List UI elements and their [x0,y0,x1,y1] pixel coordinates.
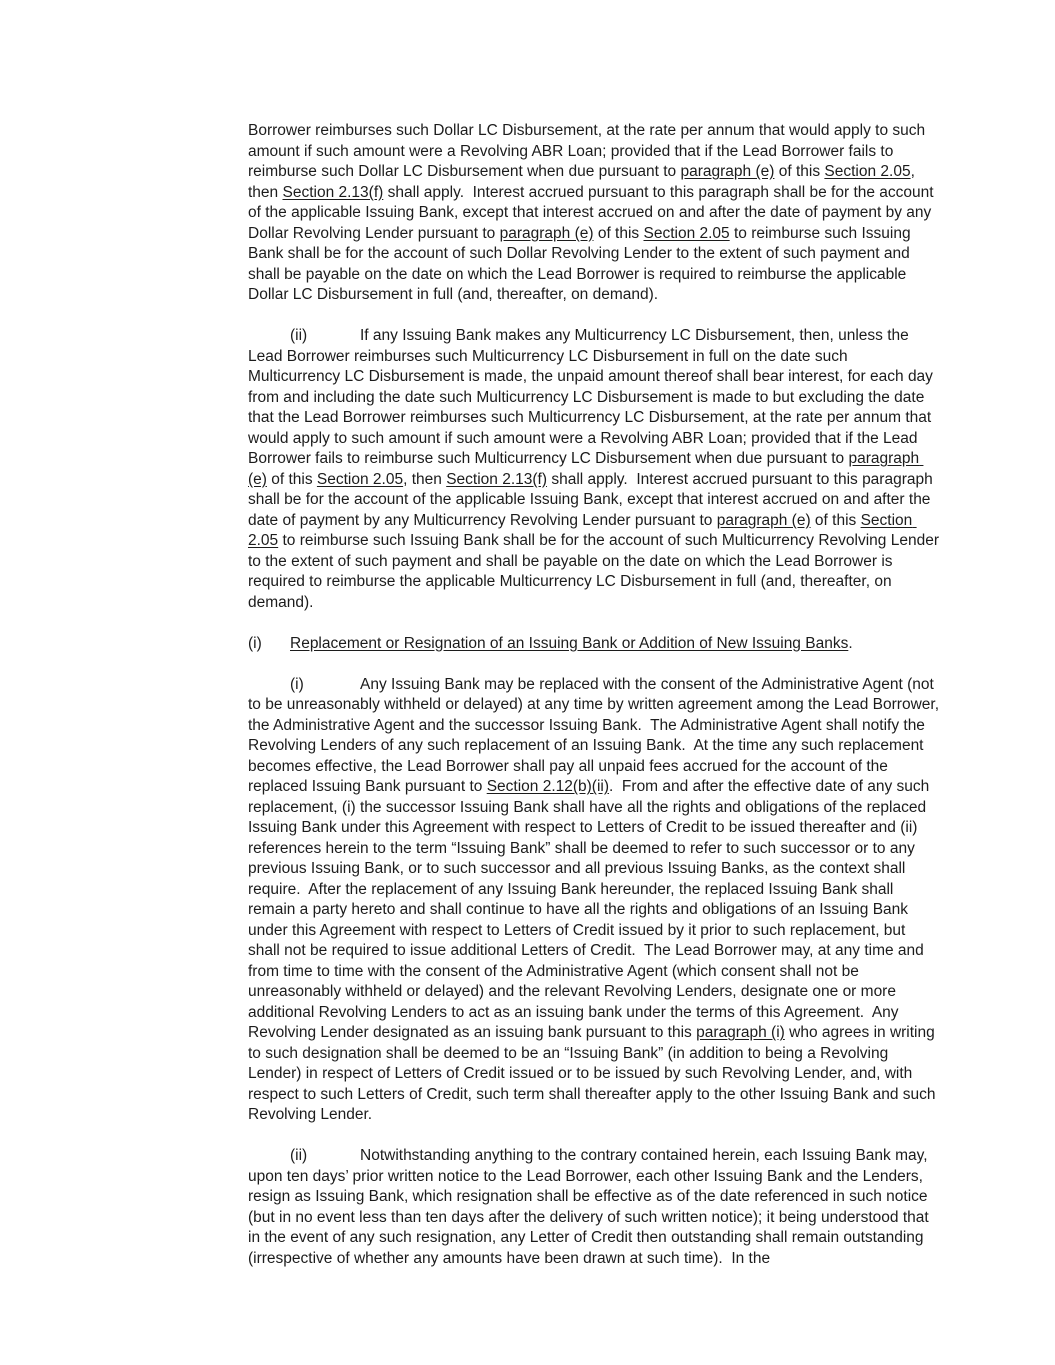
paragraph-label: (ii) [290,1147,308,1164]
paragraph-ii-multicurrency-lc [248,326,944,613]
paragraph-text: Borrower reimburses such Dollar LC Disbursement, at the rate per annum that would apply to such amount if such amount were a Revolving ABR Loan; provided that if the Lead Borrower fails to reimburse such Dollar LC Disbursement when due pursuant to paragraph (e) of this Section 2.05, then Section 2.13(f) shall apply. Interest accrued pursuant to this paragraph shall be for the account of the applicable Issuing Bank, except that interest accrued on and after the date of payment by any Dollar Revolving Lender pursuant to paragraph (e) of this Section 2.05 to reimburse such Issuing Bank shall be for the account of such Dollar Revolving Lender to the extent of such payment and shall be payable on the date on which the Lead Borrower is required to reimburse the applicable Dollar LC Disbursement in full (and, thereafter, on demand). [248,122,938,303]
heading-label: (i) [248,634,262,652]
paragraph-text: If any Issuing Bank makes any Multicurrency LC Disbursement, then, unless the Lead Borrower reimburses such Multicurrency LC Disbursement in full on the date such Multicurrency LC Disbursement is made, the unpaid amount thereof shall bear interest, for each day from and including the date such Multicurrency LC Disbursement is made to but excluding the date that the Lead Borrower reimburses such Multicurrency LC Disbursement, at the rate per annum that would apply to such amount if such amount were a Revolving ABR Loan; provided that if the Lead Borrower fails to reimburse such Multicurrency LC Disbursement when due pursuant to paragraph (e) of this Section 2.05, then Section 2.13(f) shall apply. Interest accrued pursuant to this paragraph shall be for the account of the applicable Issuing Bank, except that interest accrued on and after the date of payment by any Multicurrency Revolving Lender pursuant to paragraph (e) of this Section 2.05 to reimburse such Issuing Bank shall be for the account of such Multicurrency Revolving Lender to the extent of such payment and shall be payable on the date on which the Lead Borrower is required to reimburse the applicable Multicurrency LC Disbursement in full (and, thereafter, on demand). [248,327,944,611]
paragraph-i-replacement-consent [248,675,944,1126]
text-block [248,121,944,1290]
heading-text: Replacement or Resignation of an Issuing Bank or Addition of New Issuing Banks. [290,634,853,652]
paragraph-ii-resignation-notice [248,1146,940,1269]
heading-replacement-resignation-issuing-bank [248,634,940,655]
paragraph-text: Any Issuing Bank may be replaced with the consent of the Administrative Agent (not to be unreasonably withheld or delayed) at any time by written agreement among the Lead Borrower, the Administrative Agent and the successor Issuing Bank. The Administrative Agent shall notify the Revolving Lenders of any such replacement of an Issuing Bank. At the time any such replacement becomes effective, the Lead Borrower shall pay all unpaid fees accrued for the account of the replaced Issuing Bank pursuant to Section 2.12(b)(ii). From and after the effective date of any such replacement, (i) the successor Issuing Bank shall have all the rights and obligations of the replaced Issuing Bank under this Agreement with respect to Letters of Credit to be issued thereafter and (ii) references herein to the term “Issuing Bank” shall be deemed to refer to such successor or to any previous Issuing Bank, or to such successor and all previous Issuing Banks, as the context shall require. After the replacement of any Issuing Bank hereunder, the replaced Issuing Bank shall remain a party hereto and shall continue to have all the rights and obligations of an Issuing Bank under this Agreement with respect to Letters of Credit issued by it prior to such replacement, but shall not be required to issue additional Letters of Credit. The Lead Borrower may, at any time and from time to time with the consent of the Administrative Agent (which consent shall not be unreasonably withheld or delayed) and the relevant Revolving Lenders, designate one or more additional Revolving Lenders to act as an issuing bank under the terms of this Agreement. Any Revolving Lender designated as an issuing bank pursuant to this paragraph (i) who agrees in writing to such designation shall be deemed to be an “Issuing Bank” (in addition to being a Revolving Lender) in respect of Letters of Credit issued or to be issued by such Revolving Lender, and, with respect to such Letters of Credit, such term shall thereafter apply to the other Issuing Bank and such Revolving Lender. [248,675,944,1123]
paragraph-text: Notwithstanding anything to the contrary contained herein, each Issuing Bank may, upon ten days’ prior written notice to the Lead Borrower, each other Issuing Bank and the Lenders, resign as Issuing Bank, which resignation shall be effective as of the date referenced in such notice (but in no event less than ten days after the delivery of such written notice); it being understood that in the event of any such resignation, any Letter of Credit then outstanding shall remain outstanding (irrespective of whether any amounts have been drawn at such time). In the [248,1147,933,1267]
paragraph-label: (i) [290,675,304,693]
paragraph-dollar-lc-disbursement [248,121,940,306]
paragraph-label: (ii) [290,327,308,344]
